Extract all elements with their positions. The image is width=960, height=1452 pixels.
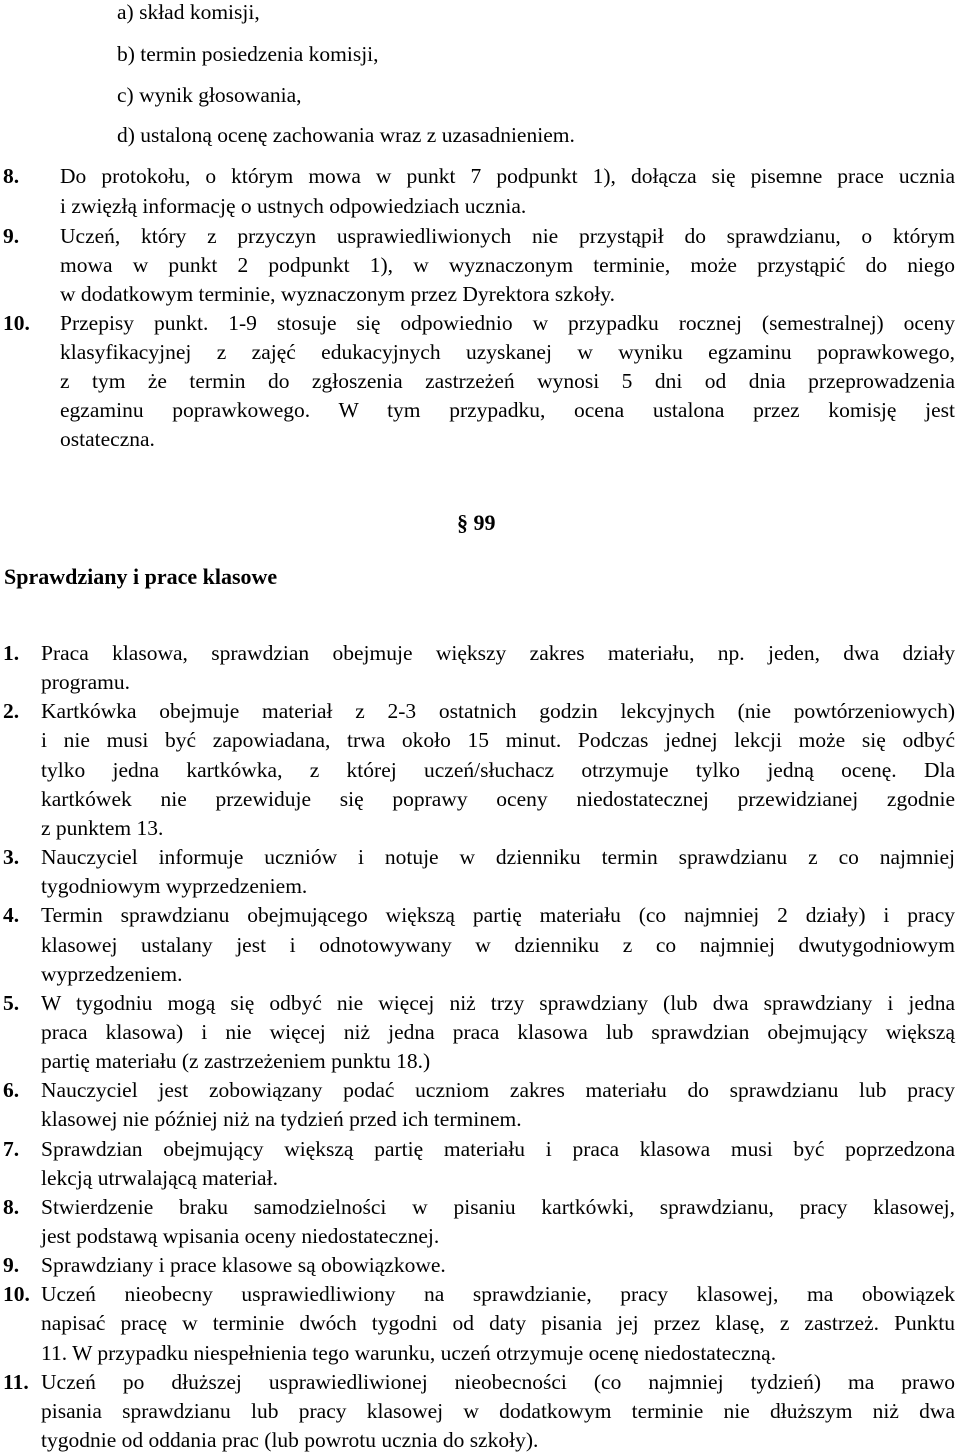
item-number: 8. xyxy=(3,164,20,188)
item-line: egzaminu poprawkowego. W tym przypadku, ocena ustalona przez komisję jest xyxy=(60,398,955,422)
point-line: i nie musi być zapowiadana, trwa około 15 minut. Podczas jednej lekcji może się odbyć xyxy=(41,728,955,752)
point-number: 7. xyxy=(3,1137,20,1161)
point-line: napisać pracę w terminie dwóch tygodni od daty pisania jej przez klasę, z zastrzeż. Punktu xyxy=(41,1311,955,1335)
point-line: tylko jedna kartkówka, z której uczeń/słuchacz otrzymuje tylko jedną ocenę. Dla xyxy=(41,758,955,782)
point-line: Uczeń po dłuższej usprawiedliwionej nieobecności (co najmniej tydzień) ma prawo xyxy=(41,1370,955,1394)
point-line: programu. xyxy=(41,670,130,694)
item-line: Przepisy punkt. 1-9 stosuje się odpowiednio w przypadku rocznej (semestralnej) oceny xyxy=(60,311,955,335)
point-number: 4. xyxy=(3,903,20,927)
point-number: 6. xyxy=(3,1078,20,1102)
item-line: i zwięzłą informację o ustnych odpowiedziach ucznia. xyxy=(60,194,527,218)
point-line: Uczeń nieobecny usprawiedliwiony na sprawdzianie, pracy klasowej, ma obowiązek xyxy=(41,1282,955,1306)
point-line: Nauczyciel jest zobowiązany podać uczniom zakres materiału do sprawdzianu lub pracy xyxy=(41,1078,955,1102)
point-number: 8. xyxy=(3,1195,20,1219)
item-line: mowa w punkt 2 podpunkt 1), w wyznaczonym terminie, może przystąpić do niego xyxy=(60,253,955,277)
point-number: 1. xyxy=(3,641,20,665)
item-line: Do protokołu, o którym mowa w punkt 7 podpunkt 1), dołącza się pisemne prace ucznia xyxy=(60,164,955,188)
point-line: lekcją utrwalającą materiał. xyxy=(41,1166,278,1190)
point-line: Nauczyciel informuje uczniów i notuje w dzienniku termin sprawdzianu z co najmniej xyxy=(41,845,955,869)
item-line: klasyfikacyjnej z zajęć edukacyjnych uzyskanej w wyniku egzaminu poprawkowego, xyxy=(60,340,955,364)
section-title: Sprawdziany i prace klasowe xyxy=(4,564,278,589)
point-line: pisania sprawdzianu lub pracy klasowej w dodatkowym terminie nie dłuższym niż dwa xyxy=(41,1399,955,1423)
point-line: partię materiału (z zastrzeżeniem punktu 18.) xyxy=(41,1049,431,1073)
point-line: kartkówek nie przewiduje się poprawy oceny niedostatecznej przewidzianej zgodnie xyxy=(41,787,955,811)
point-line: Stwierdzenie braku samodzielności w pisaniu kartkówki, sprawdzianu, pracy klasowej, xyxy=(41,1195,955,1219)
sub-item-b: b) termin posiedzenia komisji, xyxy=(117,42,379,66)
point-line: wyprzedzeniem. xyxy=(41,962,183,986)
point-line: tygodnie od oddania prac (lub powrotu ucznia do szkoły). xyxy=(41,1428,539,1452)
item-line: z tym że termin do zgłoszenia zastrzeżeń wynosi 5 dni od dnia przeprowadzenia xyxy=(60,369,955,393)
point-line: Termin sprawdzianu obejmującego większą partię materiału (co najmniej 2 działy) i pracy xyxy=(41,903,955,927)
point-line: W tygodniu mogą się odbyć nie więcej niż trzy sprawdziany (lub dwa sprawdziany i jedna xyxy=(41,991,955,1015)
sub-item-c: c) wynik głosowania, xyxy=(117,83,302,107)
point-line: Sprawdzian obejmujący większą partię materiału i praca klasowa musi być poprzedzona xyxy=(41,1137,955,1161)
point-number: 3. xyxy=(3,845,20,869)
sub-item-a: a) skład komisji, xyxy=(117,0,260,24)
point-line: praca klasowa) i nie więcej niż jedna praca klasowa lub sprawdzian obejmujący większą xyxy=(41,1020,955,1044)
item-line: ostateczna. xyxy=(60,427,155,451)
item-number: 10. xyxy=(3,311,30,335)
point-line: Praca klasowa, sprawdzian obejmuje większy zakres materiału, np. jeden, dwa działy xyxy=(41,641,955,665)
paragraph-sign: § 99 xyxy=(457,510,496,535)
item-line: Uczeń, który z przyczyn usprawiedliwionych nie przystąpił do sprawdzianu, o którym xyxy=(60,224,955,248)
point-line: Sprawdziany i prace klasowe są obowiązkowe. xyxy=(41,1253,446,1277)
point-line: jest podstawą wpisania oceny niedostatecznej. xyxy=(41,1224,440,1248)
item-number: 9. xyxy=(3,224,20,248)
sub-item-d: d) ustaloną ocenę zachowania wraz z uzasadnieniem. xyxy=(117,123,575,147)
point-line: klasowej nie później niż na tydzień przed ich terminem. xyxy=(41,1107,522,1131)
item-line: w dodatkowym terminie, wyznaczonym przez Dyrektora szkoły. xyxy=(60,282,616,306)
point-number: 5. xyxy=(3,991,20,1015)
point-number: 2. xyxy=(3,699,20,723)
point-line: 11. W przypadku niespełnienia tego warunku, uczeń otrzymuje ocenę niedostateczną. xyxy=(41,1341,777,1365)
point-number: 11. xyxy=(3,1370,29,1394)
point-line: z punktem 13. xyxy=(41,816,164,840)
point-line: tygodniowym wyprzedzeniem. xyxy=(41,874,308,898)
point-line: Kartkówka obejmuje materiał z 2-3 ostatnich godzin lekcyjnych (nie powtórzeniowych) xyxy=(41,699,955,723)
point-number: 9. xyxy=(3,1253,20,1277)
point-line: klasowej ustalany jest i odnotowywany w dzienniku z co najmniej dwutygodniowym xyxy=(41,933,955,957)
point-number: 10. xyxy=(3,1282,30,1306)
